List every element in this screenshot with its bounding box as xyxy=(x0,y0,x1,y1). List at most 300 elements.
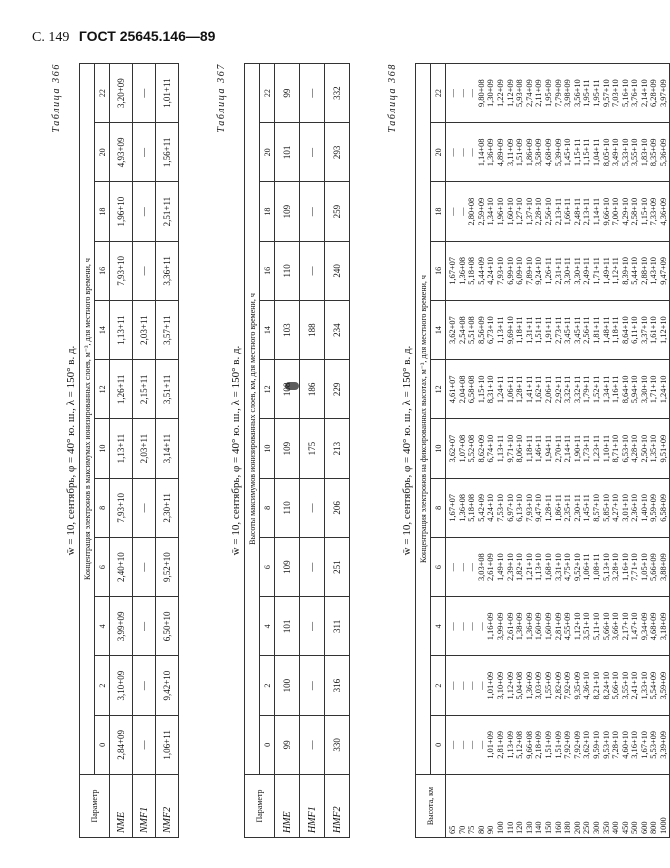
cell-value: — xyxy=(467,148,477,157)
cell-value: 8,57+10 xyxy=(591,494,601,522)
cell-value: 2,18+09 xyxy=(534,731,544,759)
cell-value: 3,88+09 xyxy=(659,553,669,582)
data-cell: 1,96+10 xyxy=(110,182,133,241)
cell-value: 1,01+09 xyxy=(486,731,496,759)
cell-value: 6,73+10 xyxy=(486,316,496,345)
data-cell: — xyxy=(133,656,156,715)
cell-value: 7,92+09 xyxy=(563,671,573,700)
data-cell: — xyxy=(300,182,325,241)
cell-value: 1,24+11 xyxy=(495,375,505,404)
cell-value: 6,97+10 xyxy=(505,494,515,522)
data-cell xyxy=(446,538,670,597)
data-cell: 3,51+11 xyxy=(156,360,179,419)
col-header: 0 xyxy=(95,715,110,774)
cell-value: 4,24+10 xyxy=(486,257,496,285)
cell-value: 1,13+09 xyxy=(505,731,515,759)
data-cell: 3,10+09 xyxy=(110,656,133,715)
cell-value: 1,36+08 xyxy=(457,257,467,285)
cell-value: 6,58+09 xyxy=(659,494,669,522)
col-header: 20 xyxy=(431,123,446,182)
cell-value: 3,31+10 xyxy=(553,553,563,582)
cell-value: 1,36+09 xyxy=(524,612,534,641)
cell-value: 600 xyxy=(639,821,649,834)
cell-value: 6,09+10 xyxy=(515,257,525,285)
cell-value: 3,55+10 xyxy=(620,671,630,700)
cell-value: 7,89+10 xyxy=(524,257,534,285)
table-row xyxy=(446,64,670,838)
cell-value: 2,50+10 xyxy=(639,434,649,463)
cell-value: 8,64+10 xyxy=(620,316,630,345)
cell-value: 80 xyxy=(476,825,486,834)
cell-value: 4,28+10 xyxy=(630,434,640,463)
cell-value: 350 xyxy=(601,821,611,834)
col-header: 18 xyxy=(95,182,110,241)
cell-value: 1,16+10 xyxy=(620,553,630,582)
cell-value: 75 xyxy=(467,825,477,834)
cell-value: 1,79+11 xyxy=(582,375,592,404)
cell-value: 7,92+09 xyxy=(572,731,582,759)
cell-value: — xyxy=(448,681,457,690)
table-row xyxy=(300,64,325,838)
cell-value: 6,58+08 xyxy=(467,375,477,404)
col-header: 20 xyxy=(95,123,110,182)
cell-value: — xyxy=(448,88,457,98)
data-cell: — xyxy=(133,123,156,182)
cell-value: 300 xyxy=(591,821,601,834)
cell-value: 250 xyxy=(582,821,592,834)
cell-value: 1,14+08 xyxy=(476,138,486,167)
cell-value: 3,30+11 xyxy=(563,257,573,285)
data-cell: 293 xyxy=(325,123,350,182)
col-header: 16 xyxy=(260,241,275,300)
cell-value: 1,68+10 xyxy=(543,553,553,582)
cell-value: 8,24+10 xyxy=(601,671,611,700)
cell-value: 5,33+10 xyxy=(620,138,630,167)
data-cell: 2,03+11 xyxy=(133,301,156,360)
col-header: 4 xyxy=(260,597,275,656)
cell-value: 1,52+11 xyxy=(591,375,601,404)
cell-value: 1,51+09 xyxy=(515,138,525,167)
table-row xyxy=(156,64,179,838)
cell-value: 8,71+10 xyxy=(611,434,621,463)
cell-value: 3,62+10 xyxy=(582,731,592,759)
cell-value: — xyxy=(457,562,467,572)
col-header: 18 xyxy=(260,182,275,241)
cell-value: 1,82+10 xyxy=(515,553,525,582)
cell-value: 160 xyxy=(553,821,563,834)
cell-value: 9,34+09 xyxy=(639,612,649,641)
cell-value: 3,62+07 xyxy=(448,316,457,345)
cell-value: 4,29+10 xyxy=(620,197,630,226)
col-header: 2 xyxy=(260,656,275,715)
cell-value: 5,16+10 xyxy=(620,79,630,108)
cell-value: — xyxy=(448,207,457,216)
cell-value: 2,28+10 xyxy=(534,197,544,226)
data-cell: 3,20+09 xyxy=(110,64,133,123)
data-cell: 9,42+10 xyxy=(156,656,179,715)
cell-value: 1,49+10 xyxy=(495,553,505,582)
cell-value: 1,26+11 xyxy=(543,257,553,285)
cell-value: 2,59+09 xyxy=(476,197,486,226)
cell-value: 800 xyxy=(649,821,659,834)
col-header: 10 xyxy=(95,419,110,478)
data-cell: 108 xyxy=(275,360,300,419)
data-cell xyxy=(446,419,670,478)
cell-value: 8,05+10 xyxy=(601,138,611,167)
data-cell: 3,36+11 xyxy=(156,241,179,300)
cell-value: 1,12+09 xyxy=(505,671,515,700)
param-name: HME xyxy=(275,775,300,838)
data-cell: 99 xyxy=(275,715,300,774)
cell-value: 1,12+09 xyxy=(505,79,515,108)
cell-value: 1,51+09 xyxy=(543,731,553,759)
page-header xyxy=(32,28,215,46)
cell-value: 5,36+09 xyxy=(659,138,669,167)
cell-value: — xyxy=(457,148,467,157)
cell-value: 2,88+10 xyxy=(639,257,649,285)
cell-value: 2,74+09 xyxy=(524,79,534,108)
cell-value: 9,57+10 xyxy=(601,79,611,108)
cell-value: 70 xyxy=(457,825,467,834)
cell-value: 500 xyxy=(630,821,640,834)
cell-value: 4,68+09 xyxy=(543,138,553,167)
cell-value: 2,13+11 xyxy=(553,197,563,226)
cell-value: 3,59+09 xyxy=(659,671,669,700)
cell-value: 1,15+11 xyxy=(572,138,582,167)
cell-value: 1,95+09 xyxy=(543,79,553,108)
col-header: 14 xyxy=(95,301,110,360)
cell-value: 2,11+09 xyxy=(534,79,544,107)
table-366-section xyxy=(50,63,173,838)
data-cell: 259 xyxy=(325,182,350,241)
cell-value: 3,18+09 xyxy=(659,612,669,641)
cell-value: 3,03+09 xyxy=(534,671,544,700)
cell-value: 3,66+10 xyxy=(611,612,621,641)
cell-value: 1,15+10 xyxy=(476,375,486,404)
cell-value: 4,36+09 xyxy=(659,197,669,226)
data-cell: — xyxy=(133,478,156,537)
cell-value: 1,86+09 xyxy=(524,138,534,167)
cell-value: 8,39+10 xyxy=(620,257,630,285)
cell-value: 150 xyxy=(543,821,553,834)
col-header: 2 xyxy=(431,656,446,715)
col-header: 8 xyxy=(431,478,446,537)
cell-value: 180 xyxy=(563,821,573,834)
cell-value: 3,56+10 xyxy=(572,79,582,108)
cell-value: 1,37+10 xyxy=(524,197,534,226)
cell-value: 5,42+09 xyxy=(476,494,486,522)
cell-value: 1,55+09 xyxy=(543,671,553,700)
table-body xyxy=(110,64,179,838)
cell-value: 2,81+09 xyxy=(495,731,505,759)
data-cell: 2,84+09 xyxy=(110,715,133,774)
cell-value: 1,12+11 xyxy=(611,257,621,285)
data-cell: 109 xyxy=(275,419,300,478)
cell-value: 3,76+10 xyxy=(630,79,640,108)
cell-value: 8,21+10 xyxy=(591,671,601,700)
cell-value: 1,62+11 xyxy=(534,375,544,404)
cell-value: 4,89+09 xyxy=(495,138,505,167)
param-name: HMF2 xyxy=(325,775,350,838)
data-cell: — xyxy=(300,241,325,300)
cell-value: 2,14+11 xyxy=(563,434,573,463)
cell-value: 1,49+11 xyxy=(601,257,611,285)
col-header: 14 xyxy=(431,301,446,360)
cell-value: 1,06+11 xyxy=(505,375,515,404)
cell-value: 120 xyxy=(515,821,525,834)
cell-value: 1,24+10 xyxy=(659,375,669,404)
col-header: 12 xyxy=(260,360,275,419)
cell-value: 1,12+10 xyxy=(572,612,582,641)
cell-value: 140 xyxy=(534,821,544,834)
cell-value: 5,66+10 xyxy=(601,612,611,641)
cell-value: — xyxy=(476,622,486,631)
cell-value: 8,35+09 xyxy=(649,138,659,167)
data-cell: 213 xyxy=(325,419,350,478)
cell-value: 1,13+11 xyxy=(495,434,505,463)
col-header: 6 xyxy=(260,538,275,597)
data-cell: — xyxy=(300,123,325,182)
cell-value: 3,32+11 xyxy=(572,375,582,404)
param-name: NME xyxy=(110,775,133,838)
data-cell: 1,01+11 xyxy=(156,64,179,123)
heights-cell xyxy=(446,775,670,838)
data-cell: 1,26+11 xyxy=(110,360,133,419)
cell-value: 3,98+09 xyxy=(563,79,573,108)
height-header: Высота, км xyxy=(416,775,446,838)
cell-value: 3,97+09 xyxy=(659,79,669,108)
table-row xyxy=(325,64,350,838)
data-cell: 330 xyxy=(325,715,350,774)
data-cell: 99 xyxy=(275,64,300,123)
cell-value: 2,06+11 xyxy=(543,375,553,404)
cell-value: 1,16+09 xyxy=(486,612,496,641)
table-body xyxy=(275,64,350,838)
cell-value: 1,67+10 xyxy=(639,731,649,759)
cell-value: 5,93+08 xyxy=(515,79,525,108)
data-cell: 316 xyxy=(325,656,350,715)
cell-value: 1,13+11 xyxy=(495,316,505,344)
cell-value: 1000 xyxy=(659,817,669,834)
cell-value: 1,96+10 xyxy=(495,197,505,226)
cell-value: 1,48+11 xyxy=(601,316,611,344)
data-cell: 186 xyxy=(300,360,325,419)
cell-value: 7,93+10 xyxy=(495,257,505,285)
cell-value: — xyxy=(467,740,477,750)
cell-value: 1,60+09 xyxy=(534,612,544,641)
cell-value: 1,01+09 xyxy=(486,671,496,700)
cell-value: 1,61+10 xyxy=(649,316,659,345)
table-row xyxy=(275,64,300,838)
cell-value: 2,41+10 xyxy=(630,671,640,700)
cell-value: 5,18+08 xyxy=(467,257,477,285)
data-cell: — xyxy=(300,478,325,537)
cell-value: 2,61+09 xyxy=(486,553,496,582)
cell-value: 4,68+09 xyxy=(649,612,659,641)
cell-value: 7,53+10 xyxy=(495,494,505,522)
cell-value: 2,70+11 xyxy=(553,434,563,463)
data-cell: 175 xyxy=(300,419,325,478)
cell-value: 1,08+11 xyxy=(591,553,601,581)
cell-value: 90 xyxy=(486,825,496,834)
cell-value: 1,95+11 xyxy=(582,79,592,107)
cell-value: 8,62+09 xyxy=(476,434,486,463)
col-header: 4 xyxy=(431,597,446,656)
col-header: 20 xyxy=(260,123,275,182)
cell-value: 2,31+11 xyxy=(553,257,563,285)
cell-value: 5,11+10 xyxy=(591,612,601,641)
data-cell xyxy=(446,182,670,241)
cell-value: 8,31+10 xyxy=(486,375,496,404)
cell-value: 2,73+11 xyxy=(553,316,563,344)
table-subcaption: Концентрация электронов на фиксированных высотах, м⁻³, для местного времени, ч xyxy=(416,64,431,775)
cell-value: 450 xyxy=(620,821,630,834)
cell-value: 3,58+09 xyxy=(534,138,544,167)
data-cell: 229 xyxy=(325,360,350,419)
cell-value: 1,35+10 xyxy=(649,434,659,463)
cell-value: 1,51+11 xyxy=(534,316,544,344)
cell-value: 6,28+09 xyxy=(649,79,659,108)
cell-value: 6,13+10 xyxy=(515,494,525,522)
cell-value: 2,36+10 xyxy=(630,494,640,522)
table-title: Таблица 366 xyxy=(51,63,62,133)
cell-value: 5,66+09 xyxy=(649,553,659,582)
cell-value: 1,06+11 xyxy=(582,553,592,581)
data-cell xyxy=(446,64,670,123)
cell-value: 1,83+10 xyxy=(639,138,649,167)
cell-value: 5,54+09 xyxy=(649,671,659,700)
table-title: Таблица 367 xyxy=(216,63,227,133)
cell-value: — xyxy=(448,148,457,157)
cell-value: 1,28+11 xyxy=(543,494,553,522)
cell-value: 9,47+09 xyxy=(659,257,669,285)
cell-value: 3,01+10 xyxy=(620,494,630,522)
cell-value: 2,61+09 xyxy=(505,612,515,641)
cell-value: 1,51+09 xyxy=(553,731,563,759)
cell-value: 1,38+09 xyxy=(515,612,525,641)
cell-value: 3,30+10 xyxy=(639,375,649,404)
cell-value: 3,32+11 xyxy=(563,375,573,404)
col-header: 8 xyxy=(260,478,275,537)
cell-value: 9,47+10 xyxy=(534,494,544,522)
table-row xyxy=(110,64,133,838)
data-cell: 7,93+10 xyxy=(110,478,133,537)
cell-value: 110 xyxy=(505,821,515,834)
cell-value: 1,05+10 xyxy=(639,553,649,582)
cell-value: 5,04+08 xyxy=(515,671,525,700)
cell-value: 1,33+10 xyxy=(639,671,649,700)
cell-value: 1,40+10 xyxy=(639,494,649,522)
cell-value: 5,44+10 xyxy=(630,257,640,285)
col-header: 0 xyxy=(260,715,275,774)
cell-value: 1,86+11 xyxy=(553,494,563,522)
cell-value: 9,59+10 xyxy=(591,731,601,759)
cell-value: 2,56+11 xyxy=(582,316,592,344)
col-header: 12 xyxy=(431,360,446,419)
data-cell xyxy=(446,360,670,419)
cell-value: 2,35+11 xyxy=(563,494,573,522)
cell-value: 7,71+10 xyxy=(630,553,640,582)
data-cell: 332 xyxy=(325,64,350,123)
cell-value: 5,44+09 xyxy=(476,257,486,285)
cell-value: 1,28+11 xyxy=(515,375,525,404)
cell-value: — xyxy=(476,681,486,690)
cell-value: 3,62+07 xyxy=(448,434,457,463)
cell-value: 100 xyxy=(495,821,505,834)
cell-value: 5,52+08 xyxy=(467,434,477,463)
cell-value: 1,73+11 xyxy=(582,434,592,463)
cell-value: 5,51+08 xyxy=(467,316,477,345)
cell-value: 4,75+10 xyxy=(563,553,573,582)
cell-value: 2,17+10 xyxy=(620,612,630,641)
data-cell: — xyxy=(300,715,325,774)
cell-value: — xyxy=(476,740,486,750)
cell-value: 130 xyxy=(524,821,534,834)
cell-value: 1,43+10 xyxy=(649,257,659,285)
cell-value: 1,67+07 xyxy=(448,257,457,285)
cell-value: 1,60+10 xyxy=(505,197,515,226)
data-cell: — xyxy=(133,182,156,241)
cell-value: 1,27+10 xyxy=(515,197,525,226)
cell-value: — xyxy=(467,562,477,572)
cell-value: 9,51+09 xyxy=(659,434,669,463)
cell-value: 1,45+10 xyxy=(563,138,573,167)
cell-value: 3,16+10 xyxy=(630,731,640,759)
data-cell: 101 xyxy=(275,597,300,656)
cell-value: 7,00+10 xyxy=(611,197,621,226)
cell-value: 9,69+10 xyxy=(505,316,515,345)
data-cell: 311 xyxy=(325,597,350,656)
cell-value: 3,39+09 xyxy=(659,731,669,759)
data-cell: 234 xyxy=(325,301,350,360)
table-condition: w̄ = 10, сентябрь, φ = 40° ю. ш., λ = 150° в. д. xyxy=(401,345,413,556)
cell-value: 1,71+11 xyxy=(591,257,601,285)
cell-value: 7,93+10 xyxy=(524,494,534,522)
data-cell: 109 xyxy=(275,182,300,241)
data-cell xyxy=(446,597,670,656)
data-cell xyxy=(446,123,670,182)
data-cell: 6,50+10 xyxy=(156,597,179,656)
table-367-section xyxy=(215,63,343,838)
cell-value: 1,14+11 xyxy=(591,197,601,226)
standard-code: ГОСТ 25645.146—89 xyxy=(78,28,216,44)
data-cell: 2,15+11 xyxy=(133,360,156,419)
page-number: С. 149 xyxy=(32,30,70,45)
table-title: Таблица 368 xyxy=(387,63,398,133)
cell-value: 5,39+09 xyxy=(553,138,563,167)
data-cell: 2,51+11 xyxy=(156,182,179,241)
cell-value: 1,23+11 xyxy=(591,434,601,463)
cell-value: 3,45+11 xyxy=(572,316,582,344)
cell-value: 1,95+11 xyxy=(591,79,601,107)
cell-value: 2,04+08 xyxy=(457,375,467,404)
col-header: 22 xyxy=(95,64,110,123)
cell-value: 1,90+11 xyxy=(572,434,582,463)
data-cell: — xyxy=(300,656,325,715)
cell-value: 9,24+10 xyxy=(534,257,544,285)
table-367 xyxy=(244,63,350,838)
cell-value: 2,49+11 xyxy=(582,257,592,285)
data-cell: 1,06+11 xyxy=(156,715,179,774)
cell-value: 9,53+10 xyxy=(601,731,611,759)
cell-value: — xyxy=(467,681,477,690)
cell-value: 2,48+11 xyxy=(572,197,582,226)
cell-value: 1,81+11 xyxy=(591,316,601,344)
cell-value: 1,18+11 xyxy=(515,316,525,344)
cell-value: 7,33+09 xyxy=(649,197,659,226)
cell-value: 200 xyxy=(572,821,582,834)
data-cell: — xyxy=(133,715,156,774)
